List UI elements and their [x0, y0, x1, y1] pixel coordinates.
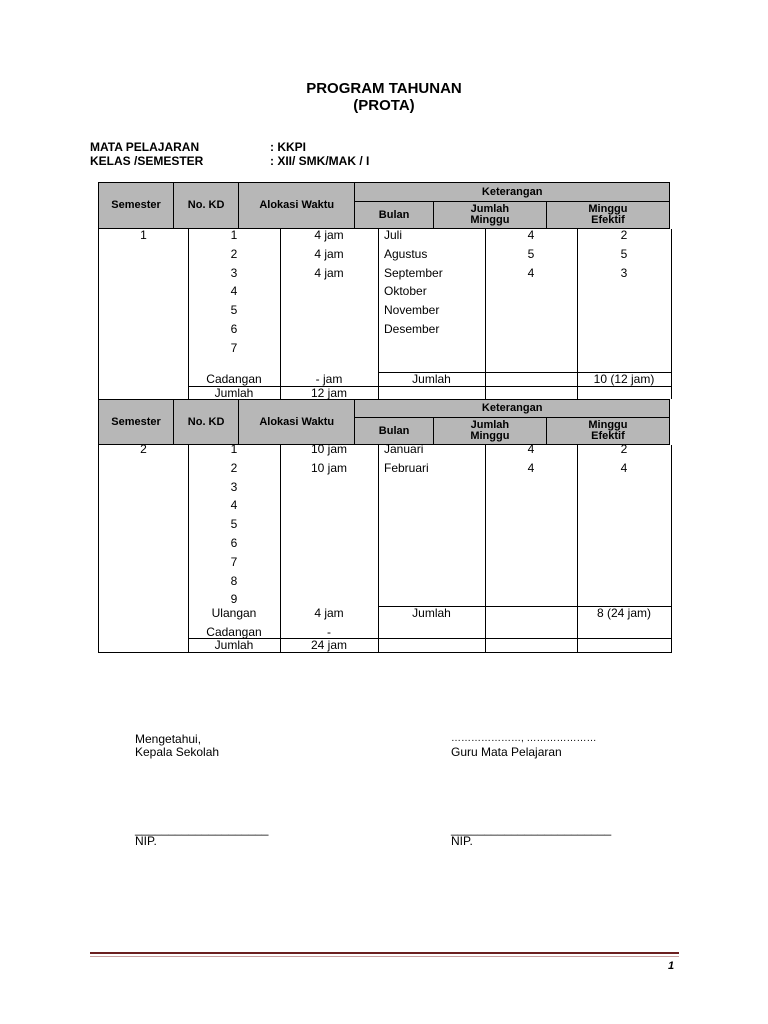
alokasi-cell: 10 jam: [310, 442, 348, 456]
kd-cell: 4: [230, 498, 238, 513]
kd-cell: 3: [230, 265, 238, 280]
minggu-efektif-cell: 2: [620, 228, 628, 242]
ulangan-label: Ulangan: [211, 606, 257, 620]
signature-left-line1: Mengetahui,: [135, 732, 202, 746]
alokasi-cell: 4 jam: [314, 246, 344, 261]
bulan-cell: Januari: [384, 442, 424, 456]
jumlah-minggu-efektif: 8 (24 jam): [596, 606, 652, 620]
header-keterangan: Keterangan: [355, 183, 670, 202]
kd-cell: 4: [230, 284, 238, 299]
jumlah-value: 12 jam: [310, 386, 348, 400]
cadangan-label: Cadangan: [206, 372, 262, 386]
header-alokasi: Alokasi Waktu: [239, 400, 355, 445]
signature-left-line2: Kepala Sekolah: [135, 745, 220, 759]
semester2-header: [98, 399, 670, 445]
footer-rule: [90, 952, 679, 954]
footer-rule-thin: [90, 956, 679, 957]
jumlah-minggu-cell: 4: [527, 228, 535, 242]
minggu-efektif-cell: 4: [620, 460, 628, 475]
bulan-cell: Februari: [384, 460, 429, 475]
jumlah-label: Jumlah: [214, 386, 254, 400]
alokasi-cell: 4 jam: [314, 228, 344, 242]
header-minggu-efektif: Minggu Efektif: [546, 202, 669, 229]
bulan-cell: September: [384, 265, 443, 280]
header-no-kd: No. KD: [174, 400, 239, 445]
header-no-kd: No. KD: [174, 183, 239, 229]
jumlah-label: Jumlah: [214, 638, 254, 652]
document-title: PROGRAM TAHUNAN: [306, 80, 462, 97]
header-jumlah-minggu: Jumlah Minggu: [433, 202, 546, 229]
kd-cell: 7: [230, 554, 238, 569]
kd-cell: 6: [230, 536, 238, 550]
jumlah-minggu-cell: 5: [527, 246, 535, 261]
cadangan-value: -: [327, 625, 331, 639]
bulan-cell: November: [384, 303, 440, 318]
header-bulan: Bulan: [355, 418, 434, 445]
header-jumlah-minggu: Jumlah Minggu: [433, 418, 546, 445]
bulan-cell: Oktober: [384, 284, 427, 299]
signature-right-line1: …………………, …………………: [451, 733, 597, 744]
jumlah-minggu-efektif: 10 (12 jam): [593, 372, 655, 386]
kelas-label: KELAS /SEMESTER: [90, 154, 204, 168]
semester2-body: [98, 442, 672, 653]
bulan-cell: Desember: [384, 322, 440, 336]
signature-right-underline: ________________________: [451, 822, 612, 836]
jumlah-bulan-label: Jumlah: [412, 606, 451, 620]
signature-left-underline: ____________________: [135, 822, 269, 836]
kd-cell: 7: [230, 340, 238, 355]
header-semester: Semester: [99, 400, 174, 445]
cadangan-label: Cadangan: [206, 625, 262, 639]
header-alokasi: Alokasi Waktu: [239, 183, 355, 229]
kd-cell: 2: [230, 246, 238, 261]
jumlah-value: 24 jam: [310, 638, 348, 652]
minggu-efektif-cell: 2: [620, 442, 628, 456]
semester1-header: [98, 182, 670, 229]
page-number: 1: [668, 960, 675, 972]
bulan-cell: Agustus: [384, 246, 428, 261]
jumlah-bulan-label: Jumlah: [412, 372, 451, 386]
kd-cell: 5: [230, 517, 238, 532]
minggu-efektif-cell: 3: [620, 265, 628, 280]
minggu-efektif-cell: 5: [620, 246, 628, 261]
signature-left-nip: NIP.: [135, 834, 157, 848]
kelas-value: : XII/ SMK/MAK / I: [270, 154, 370, 168]
jumlah-minggu-cell: 4: [527, 442, 535, 456]
kd-cell: 6: [230, 322, 238, 336]
mapel-label: MATA PELAJARAN: [90, 140, 200, 154]
kd-cell: 2: [230, 460, 238, 475]
header-bulan: Bulan: [355, 202, 434, 229]
ulangan-value: 4 jam: [314, 606, 344, 620]
header-minggu-efektif: Minggu Efektif: [546, 418, 669, 445]
kd-cell: 5: [230, 303, 238, 318]
signature-right-line2: Guru Mata Pelajaran: [451, 745, 562, 759]
kd-cell: 3: [230, 479, 238, 494]
alokasi-cell: 4 jam: [314, 265, 344, 280]
kd-cell: 9: [230, 592, 238, 607]
document-subtitle: (PROTA): [353, 97, 415, 114]
mapel-value: : KKPI: [270, 140, 306, 154]
kd-cell: 1: [230, 228, 238, 242]
kd-cell: 1: [230, 442, 238, 456]
semester-number: 1: [140, 228, 147, 242]
cadangan-value: - jam: [315, 372, 343, 386]
jumlah-minggu-cell: 4: [527, 460, 535, 475]
header-keterangan: Keterangan: [355, 400, 670, 418]
jumlah-minggu-cell: 4: [527, 265, 535, 280]
kd-cell: 8: [230, 573, 238, 588]
semester-number: 2: [140, 442, 147, 456]
signature-right-nip: NIP.: [451, 834, 473, 848]
bulan-cell: Juli: [384, 228, 403, 242]
header-semester: Semester: [99, 183, 174, 229]
alokasi-cell: 10 jam: [310, 460, 348, 475]
semester1-body: [98, 229, 672, 399]
